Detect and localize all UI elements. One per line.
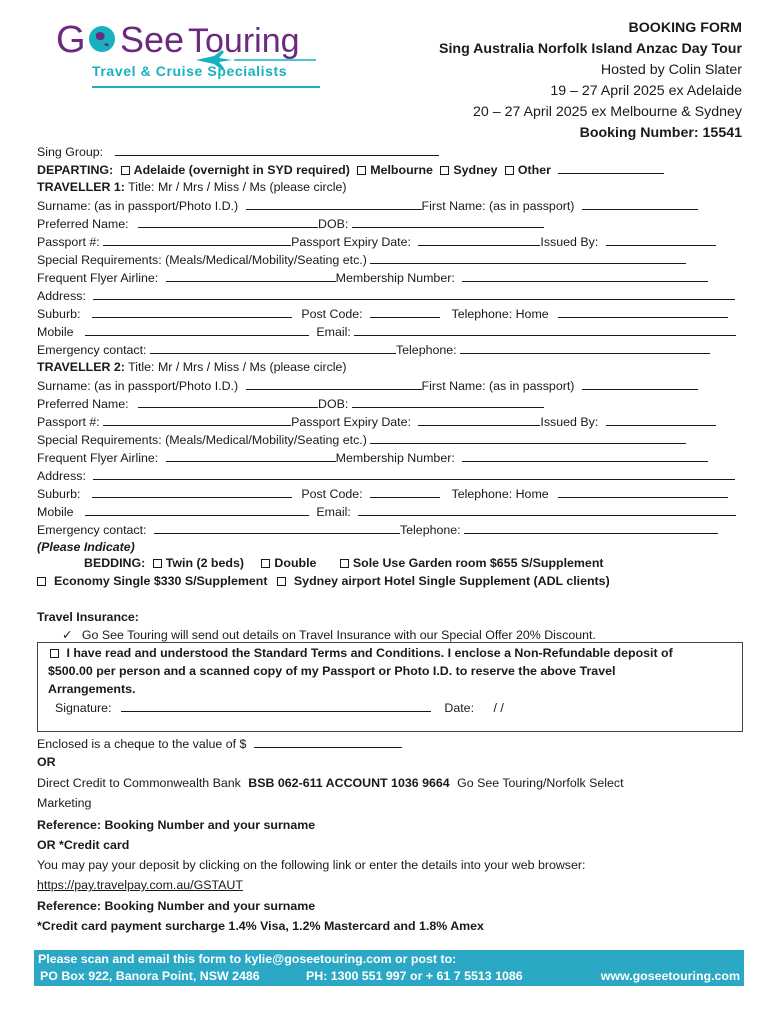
departing-label: DEPARTING:	[37, 163, 114, 177]
insurance-row	[62, 627, 596, 642]
t2-first-name-field[interactable]	[582, 378, 698, 390]
t2-mobile-field[interactable]	[85, 504, 309, 516]
twin-option: Twin (2 beds)	[165, 556, 244, 570]
t2-surname-row	[37, 378, 698, 393]
t1-membership-field[interactable]	[462, 270, 708, 282]
insurance-note: Go See Touring will send out details on Travel Insurance with our Special Offer 20% Discount.	[81, 628, 596, 642]
emergency-label: Emergency contact:	[37, 523, 147, 537]
please-indicate: (Please Indicate)	[37, 540, 135, 554]
special-label: Special Requirements: (Meals/Medical/Mobility/Seating etc.)	[37, 253, 367, 267]
cheque-label: Enclosed is a cheque to the value of $	[37, 737, 247, 751]
sydney-hotel-option: Sydney airport Hotel Single Supplement (ADL clients)	[293, 574, 610, 588]
t1-preferred-row	[37, 216, 544, 231]
t2-passport-field[interactable]	[103, 414, 291, 426]
postcode-label: Post Code:	[301, 487, 363, 501]
t2-expiry-field[interactable]	[418, 414, 540, 426]
footer-email-line: Please scan and email this form to kylie@goseetouring.com or post to:	[38, 952, 457, 966]
t1-dob-field[interactable]	[352, 216, 544, 228]
t1-telephone-home-field[interactable]	[558, 306, 728, 318]
declaration-box	[37, 642, 743, 732]
t1-surname-field[interactable]	[246, 198, 422, 210]
cheque-row	[37, 736, 402, 751]
logo-word-touring: Touring	[188, 22, 300, 60]
pay-link-instructions: You may pay your deposit by clicking on the following link or enter the details into your web browser:	[37, 858, 586, 872]
footer-po-box: PO Box 922, Banora Point, NSW 2486	[40, 969, 260, 983]
special-label: Special Requirements: (Meals/Medical/Mobility/Seating etc.)	[37, 433, 367, 447]
dob-label: DOB:	[318, 217, 349, 231]
double-checkbox[interactable]	[261, 559, 270, 568]
t2-special-row	[37, 432, 686, 447]
footer-bar	[34, 950, 744, 986]
t2-email-field[interactable]	[358, 504, 736, 516]
economy-single-option: Economy Single $330 S/Supplement	[54, 574, 268, 588]
traveller2-title-row	[37, 360, 347, 374]
t2-preferred-row	[37, 396, 544, 411]
logo-letter-g: G	[56, 19, 86, 61]
t2-passport-row	[37, 414, 716, 429]
t2-address-field[interactable]	[93, 468, 735, 480]
postcode-label: Post Code:	[301, 307, 363, 321]
t2-surname-field[interactable]	[246, 378, 422, 390]
sydney-option: Sydney	[453, 163, 498, 177]
sing-group-label: Sing Group:	[37, 145, 104, 159]
membership-label: Membership Number:	[335, 451, 455, 465]
other-checkbox[interactable]	[505, 166, 514, 175]
telephone-label: Telephone:	[399, 523, 461, 537]
email-label: Email:	[316, 325, 351, 339]
t1-expiry-field[interactable]	[418, 234, 540, 246]
t1-passport-row	[37, 234, 716, 249]
t1-emergency-field[interactable]	[150, 342, 396, 354]
emergency-label: Emergency contact:	[37, 343, 147, 357]
telephone-home-label: Telephone: Home	[451, 487, 549, 501]
date-separators: / /	[493, 701, 504, 715]
t1-mobile-field[interactable]	[85, 324, 309, 336]
melbourne-checkbox[interactable]	[357, 166, 366, 175]
other-option: Other	[517, 163, 551, 177]
signature-field[interactable]	[121, 700, 431, 712]
adelaide-checkbox[interactable]	[121, 166, 130, 175]
issued-label: Issued By:	[540, 235, 599, 249]
signature-label: Signature:	[55, 701, 112, 715]
surcharge-note: *Credit card payment surcharge 1.4% Visa, 1.2% Mastercard and 1.8% Amex	[37, 919, 484, 933]
title-options: Title: Mr / Mrs / Miss / Ms (please circle)	[128, 180, 347, 194]
footer-phone: PH: 1300 551 997 or + 61 7 5513 1086	[306, 969, 523, 983]
dates-melbourne-sydney: 20 – 27 April 2025 ex Melbourne & Sydney	[473, 104, 742, 120]
t2-membership-field[interactable]	[462, 450, 708, 462]
t2-dob-field[interactable]	[352, 396, 544, 408]
t1-special-row	[37, 252, 686, 267]
t2-flyer-row	[37, 450, 708, 465]
traveller1-title-row	[37, 180, 347, 194]
t1-first-name-field[interactable]	[582, 198, 698, 210]
mobile-label: Mobile	[37, 325, 74, 339]
t2-emergency-field[interactable]	[154, 522, 400, 534]
reference-1: Reference: Booking Number and your surname	[37, 818, 316, 832]
t1-passport-field[interactable]	[103, 234, 291, 246]
t1-postcode-field[interactable]	[370, 306, 440, 318]
reference-2: Reference: Booking Number and your surname	[37, 899, 316, 913]
expiry-label: Passport Expiry Date:	[291, 235, 411, 249]
or-credit-card: OR *Credit card	[37, 838, 130, 852]
suburb-label: Suburb:	[37, 307, 81, 321]
t2-suburb-field[interactable]	[92, 486, 292, 498]
address-label: Address:	[37, 289, 86, 303]
t2-suburb-row	[37, 486, 728, 501]
expiry-label: Passport Expiry Date:	[291, 415, 411, 429]
date-label: Date:	[444, 701, 475, 715]
signature-row	[55, 700, 504, 715]
t2-emergency-row	[37, 522, 718, 537]
logo-tagline: Travel & Cruise Specialists	[92, 63, 288, 79]
direct-credit-payee: Go See Touring/Norfolk Select	[457, 776, 624, 790]
membership-label: Membership Number:	[335, 271, 455, 285]
t2-telephone-field[interactable]	[464, 522, 718, 534]
t1-address-row	[37, 288, 735, 303]
t1-suburb-field[interactable]	[92, 306, 292, 318]
declaration-text-1: I have read and understood the Standard Terms and Conditions. I enclose a Non-Refundable deposit of	[66, 646, 673, 660]
t1-telephone-field[interactable]	[460, 342, 710, 354]
sole-use-option: Sole Use Garden room $655 S/Supplement	[352, 556, 604, 570]
sole-use-checkbox[interactable]	[340, 559, 349, 568]
flyer-label: Frequent Flyer Airline:	[37, 271, 159, 285]
t2-special-field[interactable]	[370, 432, 686, 444]
twin-checkbox[interactable]	[153, 559, 162, 568]
tour-name: Sing Australia Norfolk Island Anzac Day Tour	[439, 41, 742, 57]
t2-address-row	[37, 468, 735, 483]
direct-credit-row	[37, 776, 624, 790]
departing-row	[37, 162, 664, 177]
email-label: Email:	[316, 505, 351, 519]
passport-label: Passport #:	[37, 235, 100, 249]
bedding-row-2	[37, 574, 610, 588]
sydney-checkbox[interactable]	[440, 166, 449, 175]
issued-label: Issued By:	[540, 415, 599, 429]
double-option: Double	[274, 556, 317, 570]
bsb-account: BSB 062-611 ACCOUNT 1036 9664	[248, 776, 450, 790]
suburb-label: Suburb:	[37, 487, 81, 501]
t1-email-field[interactable]	[354, 324, 736, 336]
flyer-label: Frequent Flyer Airline:	[37, 451, 159, 465]
surname-label: Surname: (as in passport/Photo I.D.)	[37, 199, 239, 213]
traveller1-heading: TRAVELLER 1:	[37, 180, 125, 194]
passport-label: Passport #:	[37, 415, 100, 429]
or-label-1: OR	[37, 755, 56, 769]
melbourne-option: Melbourne	[370, 163, 433, 177]
logo-underline	[92, 86, 320, 88]
title-options: Title: Mr / Mrs / Miss / Ms (please circle)	[128, 360, 347, 374]
t1-mobile-row	[37, 324, 736, 339]
declaration-line-1	[50, 646, 673, 660]
economy-single-checkbox[interactable]	[37, 577, 46, 586]
t1-special-field[interactable]	[370, 252, 686, 264]
address-label: Address:	[37, 469, 86, 483]
declaration-line-3: Arrangements.	[48, 682, 136, 696]
company-logo	[56, 14, 326, 94]
adelaide-option: Adelaide (overnight in SYD required)	[133, 163, 350, 177]
payment-link[interactable]: https://pay.travelpay.com.au/GSTAUT	[37, 878, 243, 892]
t1-surname-row	[37, 198, 698, 213]
booking-number: Booking Number: 15541	[579, 125, 742, 141]
bedding-label: BEDDING:	[84, 556, 146, 570]
dates-adelaide: 19 – 27 April 2025 ex Adelaide	[550, 83, 742, 99]
preferred-label: Preferred Name:	[37, 217, 129, 231]
dob-label: DOB:	[318, 397, 349, 411]
insurance-title: Travel Insurance:	[37, 610, 139, 624]
host-line: Hosted by Colin Slater	[600, 62, 742, 78]
t1-preferred-field[interactable]	[138, 216, 318, 228]
footer-website[interactable]: www.goseetouring.com	[600, 969, 740, 983]
mobile-label: Mobile	[37, 505, 74, 519]
check-icon: ✓	[62, 628, 73, 642]
declaration-checkbox[interactable]	[50, 649, 59, 658]
t2-flyer-field[interactable]	[166, 450, 336, 462]
preferred-label: Preferred Name:	[37, 397, 129, 411]
other-field[interactable]	[558, 162, 664, 174]
t1-emergency-row	[37, 342, 710, 357]
t2-telephone-home-field[interactable]	[558, 486, 728, 498]
sing-group-row	[37, 144, 439, 159]
traveller2-heading: TRAVELLER 2:	[37, 360, 125, 374]
declaration-line-2: $500.00 per person and a scanned copy of my Passport or Photo I.D. to reserve the above Travel	[48, 664, 616, 678]
logo-word-see: See	[120, 19, 185, 60]
surname-label: Surname: (as in passport/Photo I.D.)	[37, 379, 239, 393]
t1-flyer-field[interactable]	[166, 270, 336, 282]
t2-preferred-field[interactable]	[138, 396, 318, 408]
t1-flyer-row	[37, 270, 708, 285]
form-title: BOOKING FORM	[628, 20, 742, 36]
first-name-label: First Name: (as in passport)	[421, 199, 575, 213]
t2-mobile-row	[37, 504, 736, 519]
t1-address-field[interactable]	[93, 288, 735, 300]
first-name-label: First Name: (as in passport)	[421, 379, 575, 393]
marketing-label: Marketing	[37, 796, 92, 810]
t2-issued-field[interactable]	[606, 414, 716, 426]
t1-suburb-row	[37, 306, 728, 321]
cheque-amount-field[interactable]	[254, 736, 402, 748]
pay-link-row	[37, 878, 243, 892]
bedding-row	[84, 556, 604, 570]
sydney-hotel-checkbox[interactable]	[277, 577, 286, 586]
telephone-home-label: Telephone: Home	[451, 307, 549, 321]
telephone-label: Telephone:	[395, 343, 457, 357]
sing-group-field[interactable]	[115, 144, 439, 156]
direct-credit-label: Direct Credit to Commonwealth Bank	[37, 776, 241, 790]
t2-postcode-field[interactable]	[370, 486, 440, 498]
t1-issued-field[interactable]	[606, 234, 716, 246]
